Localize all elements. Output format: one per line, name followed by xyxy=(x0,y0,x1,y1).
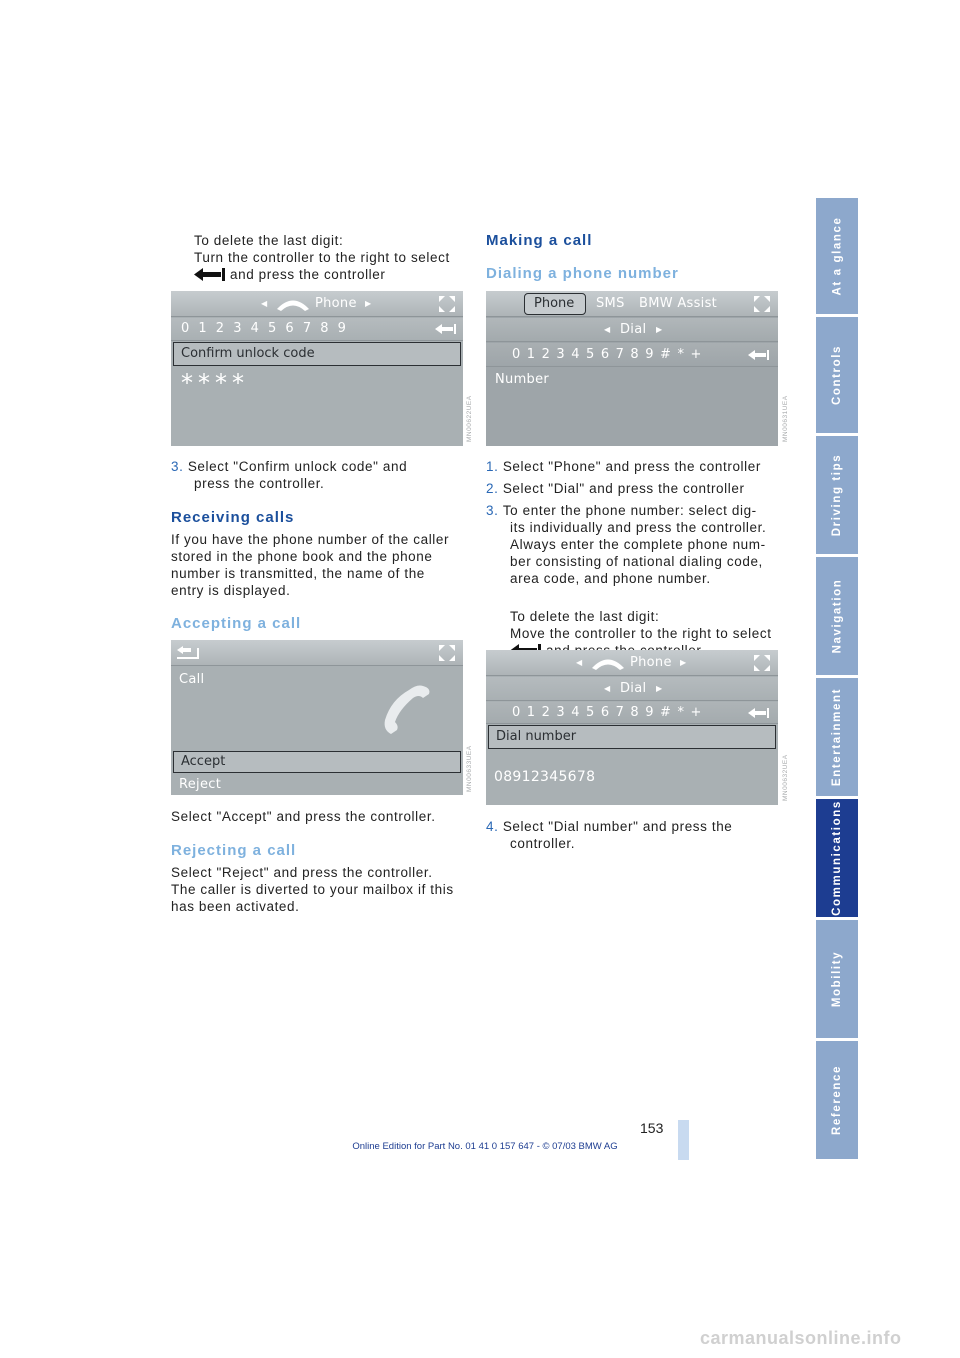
tab-label: Entertainment xyxy=(831,687,843,787)
screen-title-bar xyxy=(171,640,463,666)
text-line: entry is displayed. xyxy=(171,583,291,598)
dial-number-item[interactable] xyxy=(488,725,776,749)
image-code: MN00633UEA xyxy=(466,745,473,792)
nav-arrows-icon xyxy=(437,643,457,663)
step-text: Always enter the complete phone num- xyxy=(510,537,766,552)
back-arrow-icon[interactable] xyxy=(177,646,199,660)
tab-controls[interactable] xyxy=(816,317,858,433)
text-line: has been activated. xyxy=(171,899,300,914)
tab-bmw-assist[interactable]: BMW Assist xyxy=(639,296,718,311)
tab-label: Driving tips xyxy=(831,453,843,537)
menu-item-label: Confirm unlock code xyxy=(181,346,315,361)
step-text: its individually and press the controller. xyxy=(510,520,767,535)
tab-label: Reference xyxy=(831,1064,844,1136)
dialing-number-heading: Dialing a phone number xyxy=(486,265,679,282)
menu-item-label: Accept xyxy=(181,754,226,769)
entered-number: 08912345678 xyxy=(494,769,596,785)
tab-mobility[interactable] xyxy=(816,920,858,1038)
arrow-left-icon: ◀ xyxy=(604,325,611,334)
step-text: To enter the phone number: select dig- xyxy=(502,503,757,518)
text-line: If you have the phone number of the caller xyxy=(171,532,450,547)
tab-navigation[interactable] xyxy=(816,557,858,675)
footer-text: Online Edition for Part No. 01 41 0 157 647 - © 07/03 BMW AG xyxy=(352,1141,618,1152)
tab-driving-tips[interactable] xyxy=(816,436,858,554)
step-number: 3. xyxy=(486,503,499,518)
arrow-right-icon: ▶ xyxy=(365,299,372,308)
phone-handset-icon xyxy=(590,655,626,671)
text-line: number is transmitted, the name of the xyxy=(171,566,425,581)
tab-label: Phone xyxy=(534,296,575,311)
tab-at-a-glance[interactable] xyxy=(816,198,858,314)
step-text: Select "Dial" and press the controller xyxy=(502,481,745,496)
text-line: Move the controller to the right to select xyxy=(510,626,772,641)
screen-title: Phone xyxy=(630,655,672,670)
intro-line: To delete the last digit: xyxy=(194,233,344,248)
image-code: MN00632UEA xyxy=(782,754,789,801)
receiving-calls-heading: Receiving calls xyxy=(171,509,295,526)
dial-number-screen xyxy=(486,650,778,805)
text-line: To delete the last digit: xyxy=(510,609,660,624)
accepting-call-heading: Accepting a call xyxy=(171,615,302,632)
watermark: carmanualsonline.info xyxy=(700,1328,902,1348)
digit-row[interactable]: 0 1 2 3 4 5 6 7 8 9 # * + xyxy=(512,347,703,362)
screen-title: Phone xyxy=(315,296,357,311)
step-text: Select "Dial number" and press the xyxy=(502,819,733,834)
arrow-right-icon: ▶ xyxy=(656,684,663,693)
tab-label: Mobility xyxy=(831,950,843,1008)
screen-title-bar xyxy=(486,650,778,676)
image-code: MN00622UEA xyxy=(466,395,473,442)
step-text: area code, and phone number. xyxy=(510,571,711,586)
step-text: controller. xyxy=(510,836,576,851)
step-number: 4. xyxy=(486,819,499,834)
dial-screen xyxy=(486,291,778,446)
menu-item-label: Dial number xyxy=(496,729,577,744)
phone-handset-icon xyxy=(275,296,311,312)
intro-line-text: and press the controller xyxy=(230,267,386,282)
step-3-left xyxy=(171,458,461,492)
accept-button[interactable] xyxy=(173,751,461,773)
step-4-right xyxy=(486,818,786,852)
arrow-right-icon: ▶ xyxy=(656,325,663,334)
reject-button[interactable]: Reject xyxy=(179,777,222,792)
tab-label: At a glance xyxy=(831,216,844,296)
tab-sms[interactable]: SMS xyxy=(596,296,625,311)
intro-line xyxy=(194,266,474,283)
tab-label: Controls xyxy=(831,344,844,406)
tab-bar xyxy=(486,291,778,317)
step-text: ber consisting of national dialing code, xyxy=(510,554,763,569)
step-number: 3. xyxy=(171,459,184,474)
rejecting-call-heading: Rejecting a call xyxy=(171,842,297,859)
arrow-left-icon: ◀ xyxy=(576,658,583,667)
screen-title-bar xyxy=(171,291,463,317)
tab-communications[interactable] xyxy=(816,799,858,917)
step-number: 1. xyxy=(486,459,499,474)
tab-entertainment[interactable] xyxy=(816,678,858,796)
text-line: The caller is diverted to your mailbox if this xyxy=(171,882,454,897)
page-number: 153 xyxy=(640,1120,664,1136)
confirm-unlock-code-item[interactable] xyxy=(173,342,461,366)
step-number: 2. xyxy=(486,481,499,496)
intro-line: Turn the controller to the right to select xyxy=(194,250,450,265)
mode-bar xyxy=(486,318,778,342)
step-text: press the controller. xyxy=(194,476,325,491)
tab-label: Navigation xyxy=(831,578,844,654)
phone-unlock-screen xyxy=(171,291,463,446)
step-text: Select "Confirm unlock code" and xyxy=(187,459,408,474)
arrow-right-icon: ▶ xyxy=(680,658,687,667)
mode-label[interactable]: Dial xyxy=(620,681,647,696)
image-code: MN00631UEA xyxy=(782,395,789,442)
backspace-icon[interactable] xyxy=(748,708,770,718)
page-number-bar xyxy=(678,1120,689,1160)
dialing-steps xyxy=(486,458,786,587)
mode-bar xyxy=(486,677,778,701)
receiving-calls-text xyxy=(171,531,471,599)
digit-bar xyxy=(486,343,778,367)
digit-row[interactable]: 0 1 2 3 4 5 6 7 8 9 xyxy=(181,321,349,336)
call-label: Call xyxy=(179,672,205,687)
digit-row[interactable]: 0 1 2 3 4 5 6 7 8 9 # * + xyxy=(512,705,703,720)
masked-code: **** xyxy=(181,369,249,397)
backspace-icon[interactable] xyxy=(748,350,770,360)
backspace-icon[interactable] xyxy=(435,324,457,334)
accept-instruction: Select "Accept" and press the controller. xyxy=(171,809,436,824)
number-label: Number xyxy=(495,372,550,387)
tab-label: Communications xyxy=(831,800,843,916)
arrow-left-icon: ◀ xyxy=(604,684,611,693)
nav-arrows-icon xyxy=(752,294,772,314)
nav-arrows-icon xyxy=(437,294,457,314)
step-text: Select "Phone" and press the controller xyxy=(502,459,761,474)
tab-phone[interactable] xyxy=(524,293,586,315)
text-line: stored in the phone book and the phone xyxy=(171,549,433,564)
phone-handset-icon xyxy=(379,680,435,736)
backspace-icon xyxy=(194,268,226,281)
making-call-heading: Making a call xyxy=(486,232,593,249)
incoming-call-screen xyxy=(171,640,463,795)
text-line: Select "Reject" and press the controller. xyxy=(171,865,433,880)
arrow-left-icon: ◀ xyxy=(261,299,268,308)
rejecting-call-text xyxy=(171,864,471,915)
mode-label[interactable]: Dial xyxy=(620,322,647,337)
digit-bar xyxy=(486,702,778,724)
nav-arrows-icon xyxy=(752,653,772,673)
intro-text xyxy=(194,232,474,283)
digit-bar xyxy=(171,318,463,341)
